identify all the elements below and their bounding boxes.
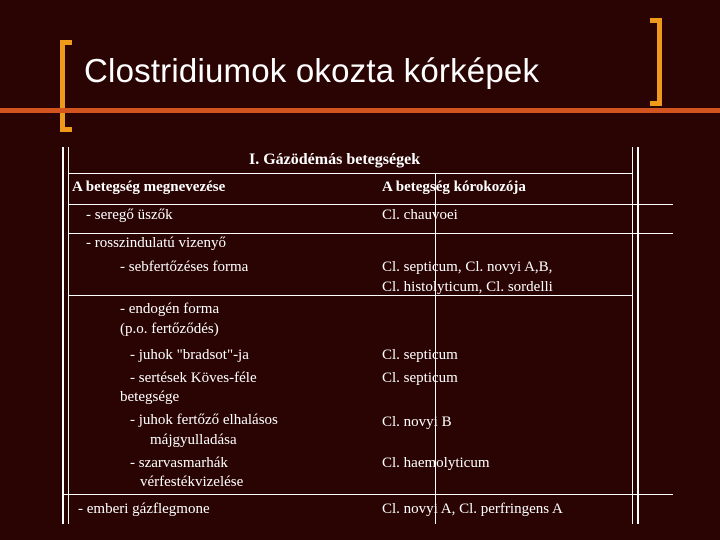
table-divider: [68, 295, 633, 296]
title-underline: [0, 108, 720, 113]
pathogen-name: Cl. septicum: [382, 370, 458, 386]
disease-name: - seregő üszők: [86, 207, 173, 223]
pathogen-name: Cl. novyi A, Cl. perfringens A: [382, 501, 563, 517]
col-header-disease: A betegség megnevezése: [72, 179, 226, 195]
disease-name: - juhok "bradsot"-ja: [130, 347, 249, 363]
disease-name: - sertések Köves-féle: [130, 370, 257, 386]
title-bracket-right: [650, 18, 662, 106]
disease-name: - rosszindulatú vizenyő: [86, 235, 226, 251]
disease-name: betegsége: [120, 389, 180, 405]
pathogen-name: Cl. septicum, Cl. novyi A,B,: [382, 259, 553, 275]
disease-name: vérfestékvizelése: [140, 474, 244, 490]
disease-name: - juhok fertőző elhalásos: [130, 412, 278, 428]
table-divider: [68, 173, 633, 174]
table-divider: [62, 494, 673, 495]
slide-title: Clostridiumok okozta kórképek: [84, 52, 540, 89]
pathogen-name: Cl. septicum: [382, 347, 458, 363]
disease-name: májgyulladása: [150, 432, 237, 448]
pathogen-name: Cl. haemolyticum: [382, 455, 490, 471]
pathogen-name: Cl. histolyticum, Cl. sordelli: [382, 279, 553, 295]
col-header-pathogen: A betegség kórokozója: [382, 179, 526, 195]
disease-name: - emberi gázflegmone: [78, 501, 210, 517]
disease-name: (p.o. fertőződés): [120, 321, 219, 337]
pathogen-name: Cl. chauvoei: [382, 207, 458, 223]
disease-name: - endogén forma: [120, 301, 220, 317]
table-section-title: I. Gázödémás betegségek: [249, 151, 421, 168]
pathogen-name: Cl. novyi B: [382, 414, 452, 430]
disease-table: [62, 147, 639, 524]
disease-name: - sebfertőzéses forma: [120, 259, 249, 275]
title-bracket-left: [60, 40, 72, 132]
disease-name: - szarvasmarhák: [130, 455, 228, 471]
